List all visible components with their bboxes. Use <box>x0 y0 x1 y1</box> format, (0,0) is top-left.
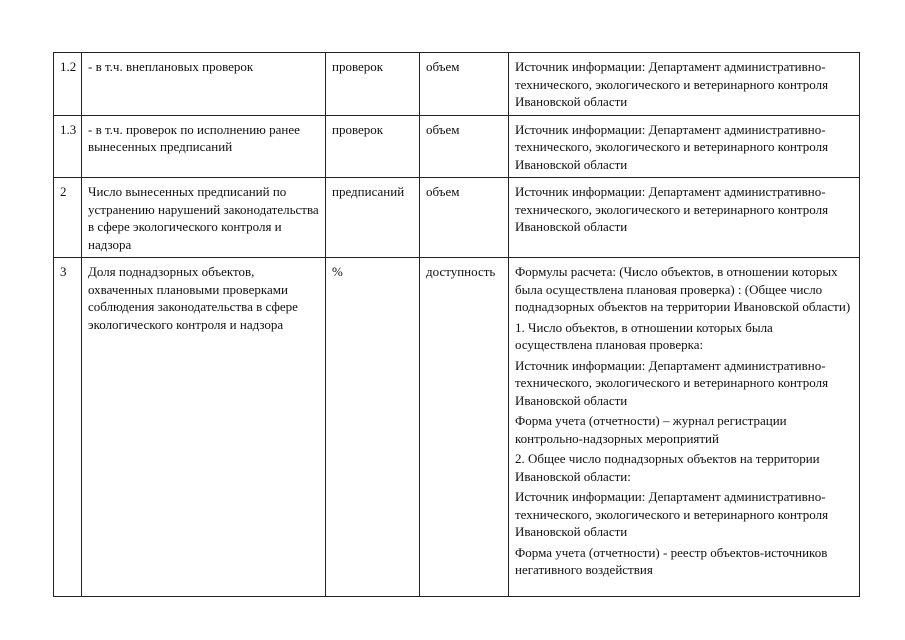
table-row <box>54 178 860 258</box>
indicator-name: Число вынесенных предписаний по устранению нарушений законодательства в сфере экологического контроля и надзора <box>82 178 326 258</box>
type-cell: объем <box>420 53 509 116</box>
note-paragraph: Форма учета (отчетности) - реестр объектов-источников негативного воздействия <box>515 544 828 577</box>
type-cell: объем <box>420 115 509 178</box>
notes-cell <box>509 115 860 178</box>
note-paragraph: Источник информации: Департамент административно-технического, экологического и ветеринарного контроля Ивановской области <box>515 59 829 109</box>
unit-cell: проверок <box>326 53 420 116</box>
indicator-name: - в т.ч. внеплановых проверок <box>82 53 326 116</box>
row-number: 1.3 <box>54 115 82 178</box>
row-number: 2 <box>54 178 82 258</box>
table-row <box>54 53 860 116</box>
table-row <box>54 258 860 597</box>
note-paragraph: Источник информации: Департамент административно-технического, экологического и ветеринарного контроля Ивановской области <box>515 357 829 408</box>
note-paragraph: Источник информации: Департамент административно-технического, экологического и ветеринарного контроля Ивановской области <box>515 184 829 234</box>
table-row <box>54 115 860 178</box>
indicator-name: - в т.ч. проверок по исполнению ранее вынесенных предписаний <box>82 115 326 178</box>
note-paragraph: Источник информации: Департамент административно-технического, экологического и ветеринарного контроля Ивановской области <box>515 489 829 539</box>
note-paragraph: 1. Число объектов, в отношении которых была осуществлена плановая проверка: <box>515 319 773 352</box>
note-paragraph: Формулы расчета: (Число объектов, в отношении которых была осуществлена плановая проверка) : (Общее число поднадзорных объектов на территории Ивановской области) <box>515 264 851 314</box>
row-number: 3 <box>54 258 82 597</box>
notes-cell <box>509 258 860 597</box>
notes-cell <box>509 178 860 258</box>
indicator-name: Доля поднадзорных объектов, охваченных плановыми проверками соблюдения законодательства в сфере экологического контроля и надзора <box>82 258 326 597</box>
type-cell: доступность <box>420 258 509 597</box>
note-paragraph: 2. Общее число поднадзорных объектов на территории Ивановской области: <box>515 451 820 484</box>
note-paragraph: Форма учета (отчетности) – журнал регистрации контрольно-надзорных мероприятий <box>515 413 787 446</box>
note-paragraph: Источник информации: Департамент административно-технического, экологического и ветеринарного контроля Ивановской области <box>515 121 829 172</box>
type-cell: объем <box>420 178 509 258</box>
unit-cell: предписаний <box>326 178 420 258</box>
indicators-table <box>53 52 860 597</box>
notes-cell <box>509 53 860 116</box>
row-number: 1.2 <box>54 53 82 116</box>
unit-cell: проверок <box>326 115 420 178</box>
unit-cell: % <box>326 258 420 597</box>
